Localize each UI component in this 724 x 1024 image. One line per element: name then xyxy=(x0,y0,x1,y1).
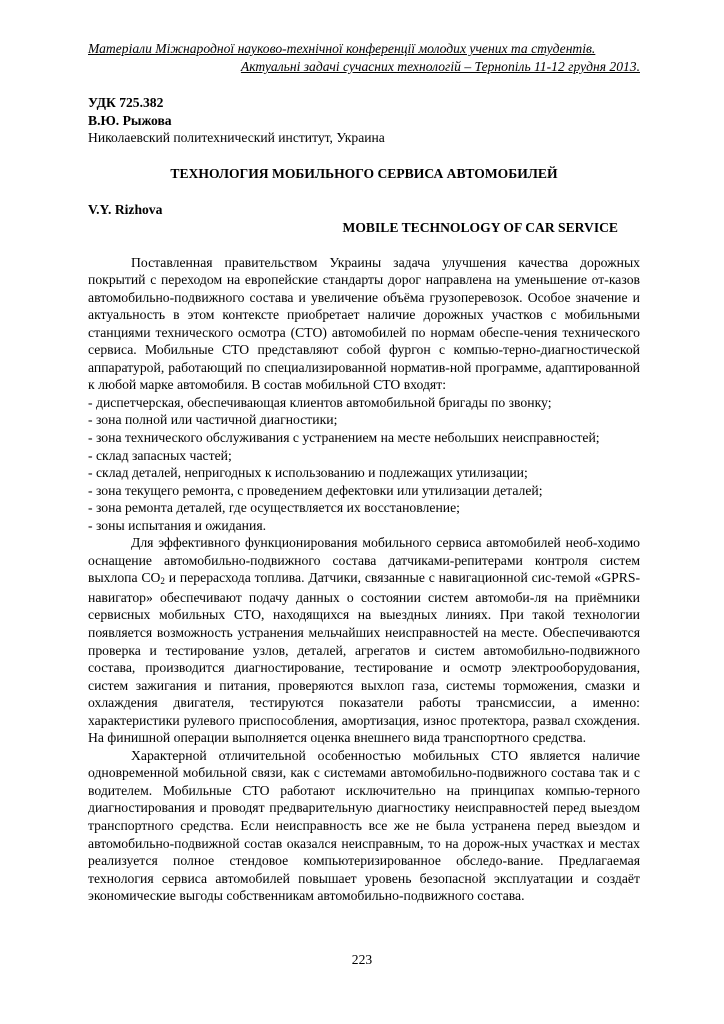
running-header xyxy=(88,40,640,76)
page xyxy=(88,40,640,905)
paragraph-3: Характерной отличительной особенностью мобильных СТО является наличие одновременной мобильной связи, как с системами автомобильно-подвижного состава так и с водителем. Мобильные СТО работают исключительно на принципах компью-терного диагностирования и проводят предварительную диагностику неисправностей перед выездом транспортного средства. Если неисправность все же не была устранена перед выездом и автомобильно-подвижной состав оказался неисправным, то на дорож-ных участках и местах реализуется полное стендовое компьютеризированное обследо-вание. Предлагаемая технология сервиса автомобилей повышает уровень безопасной эксплуатации и создаёт экономические выгоды собственникам автомобильно-подвижного состава. xyxy=(88,747,640,904)
author-en: V.Y. Rizhova xyxy=(88,201,163,217)
title-ru: ТЕХНОЛОГИЯ МОБИЛЬНОГО СЕРВИСА АВТОМОБИЛЕЙ xyxy=(170,165,558,181)
list-item: - зона ремонта деталей, где осуществляется их восстановление; xyxy=(88,500,460,516)
list-item: - склад запасных частей; xyxy=(88,447,232,463)
paragraph-2 xyxy=(88,534,640,747)
paragraph-1: Поставленная правительством Украины задача улучшения качества дорожных покрытий с переходом на европейские стандарты дорог направлена на уменьшение от-казов автомобильно-подвижного состава и увеличение объёма грузоперевозок. Особое значение и актуальность в этом контексте приобретает наличие дорожных участков с мобильными станциями технического осмотра (СТО) автомобилей по нормам обеспе-чения технического сервиса. Мобильные СТО представляют собой фургон с компью-терно-диагностической аппаратурой, работающий по специализированной норматив-ной программе, адаптированной к любой марке автомобиля. В состав мобильной СТО входят: xyxy=(88,254,640,393)
paragraph-2-text-a: Для эффективного функционирования мобильного сервиса автомобилей необ-ходимо оснащение автомобильно-подвижного состава датчиками-репитерами контроля систем выхлопа СО xyxy=(88,535,640,586)
component-list xyxy=(88,394,640,534)
list-item: - зона полной или частичной диагностики; xyxy=(88,412,338,428)
paragraph-2-text-b: и перерасхода топлива. Датчики, связанные с навигационной сис-темой «GPRS-навигатор» обеспечивают подачу данных о состоянии систем автомоби-ля на приёмники сервисных мобильных СТО, находящихся на выездных линиях. При такой технологии появляется возможность устранения мельчайших неисправностей на месте. Обеспечиваются проверка и тестирование узлов, деталей, агрегатов и систем автомобильно-подвижного состава, производится диагностирование, тестирование и осмотр электрооборудования, систем зажигания и питания, проверяются выхлоп газа, системы торможения, смазки и охлаждения двигателя, тестируются показатели работы трансмиссии, а именно: характеристики рулевого приспособления, амортизация, износ протектора, развал схождения. На финишной операции выполняется оценка внешнего вида транспортного средства. xyxy=(88,570,641,746)
page-number: 223 xyxy=(351,952,373,967)
header-line-1: Матеріали Міжнародної науково-технічної конференції молодих учених та студентів. xyxy=(88,41,596,56)
list-item: - зона технического обслуживания с устранением на месте небольших неисправностей; xyxy=(88,429,600,445)
list-item: - зона текущего ремонта, с проведением дефектовки или утилизации деталей; xyxy=(88,482,543,498)
udc-code: УДК 725.382 xyxy=(88,95,164,110)
author-ru: В.Ю. Рыжова xyxy=(88,112,172,128)
list-item: - склад деталей, непригодных к использованию и подлежащих утилизации; xyxy=(88,465,528,481)
list-item: - зоны испытания и ожидания. xyxy=(88,517,267,533)
affiliation: Николаевский политехнический институт, Украина xyxy=(88,130,385,145)
title-en: MOBILE TECHNOLOGY OF CAR SERVICE xyxy=(342,219,618,235)
subscript-2: 2 xyxy=(160,576,165,587)
header-line-2: Актуальні задачі сучасних технологій – Тернопіль 11-12 грудня 2013. xyxy=(240,59,640,74)
article-meta xyxy=(88,94,640,147)
article-body xyxy=(88,254,640,905)
list-item: - диспетчерская, обеспечивающая клиентов автомобильной бригады по звонку; xyxy=(88,394,552,410)
